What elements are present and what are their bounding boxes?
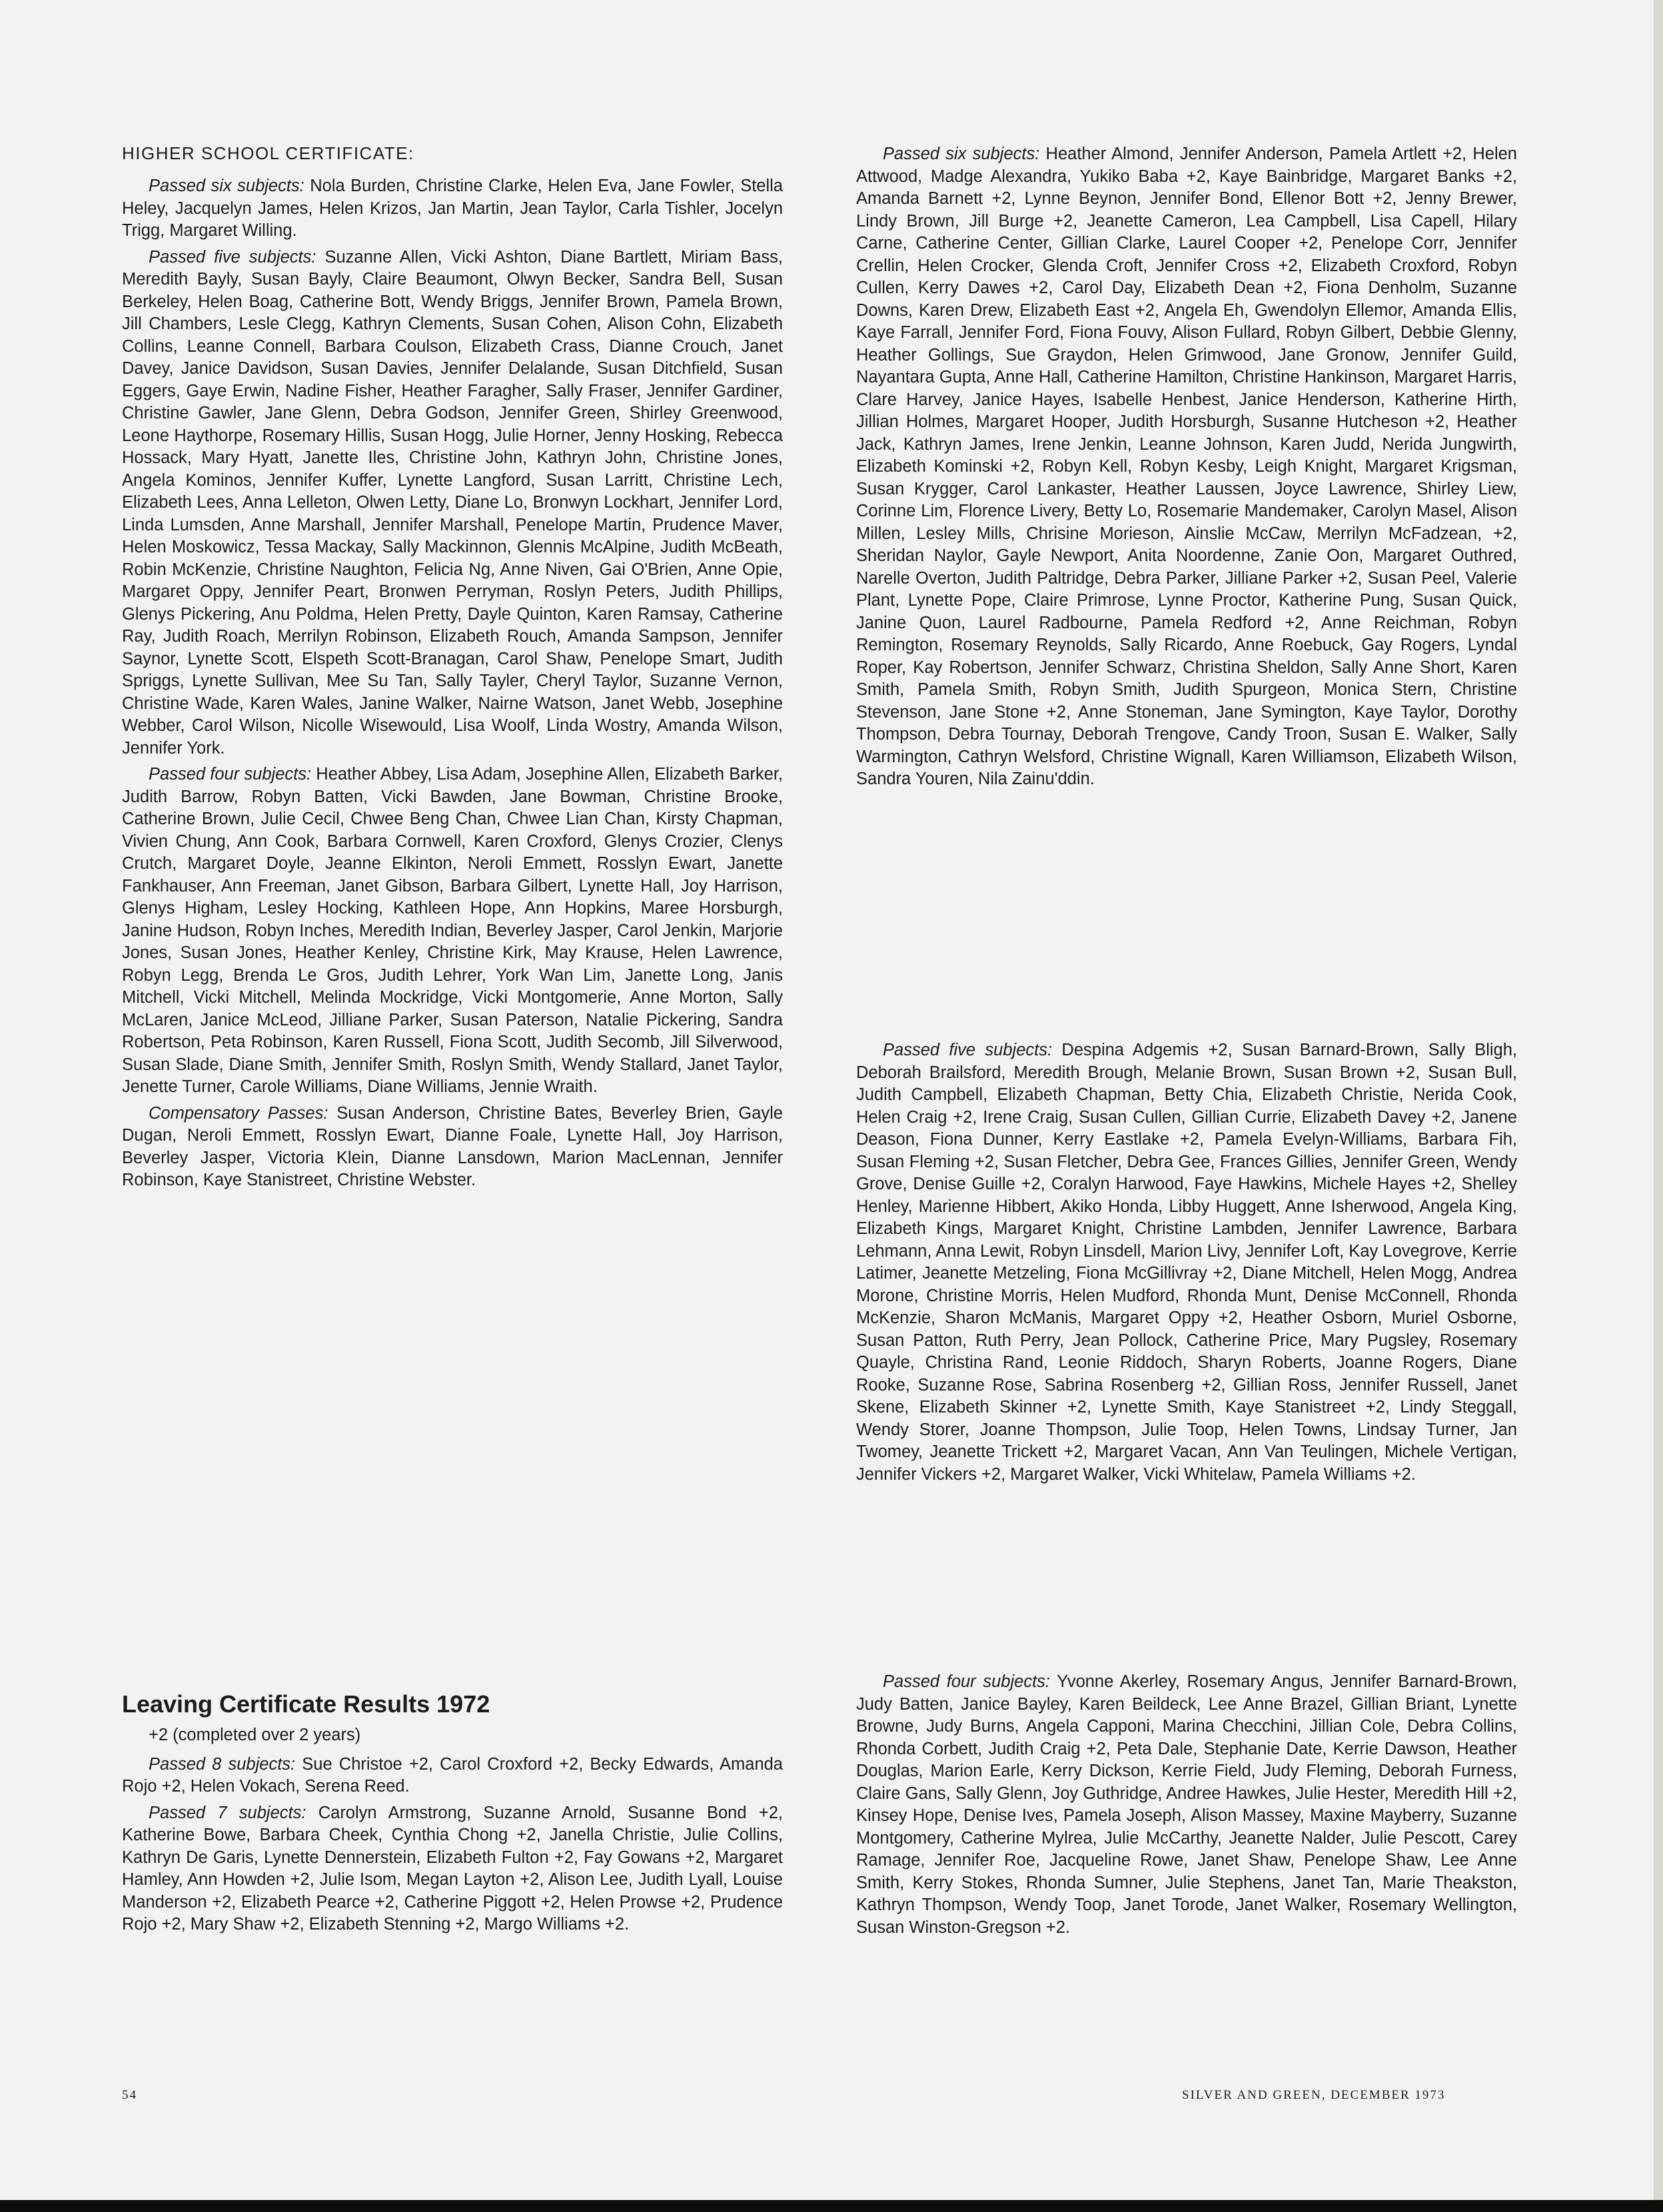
page-number: 54 xyxy=(122,2088,137,2102)
right-six-subjects xyxy=(856,143,1517,791)
hsc-comp-lead: Compensatory Passes: xyxy=(149,1103,328,1123)
right-four-subjects xyxy=(856,1671,1517,1939)
right-five-subjects xyxy=(856,1039,1517,1486)
leaving-heading: Leaving Certificate Results 1972 xyxy=(122,1690,490,1718)
right-six-lead: Passed six subjects: xyxy=(883,145,1040,163)
hsc-six-names: Nola Burden, Christine Clarke, Helen Eva, Jane Fowler, Stella Heley, Jacquelyn James, Helen Krizos, Jan Martin, Jean Taylor, Carla Tishler, Jocelyn Trigg, Margaret Willing. xyxy=(122,177,783,240)
right-six-names: Heather Almond, Jennifer Anderson, Pamela Artlett +2, Helen Attwood, Madge Alexandra, Yukiko Baba +2, Kaye Bainbridge, Margaret Banks +2, Amanda Barnett +2, Lynne Beynon, Jennifer Bond, Ellenor Bott +2, Jenny Brewer, Lindy Brown, Jill Burge +2, Jeanette Cameron, Lea Campbell, Lisa Capell, Hilary Carne, Catherine Center, Gillian Clarke, Laurel Cooper +2, Penelope Corr, Jennifer Crellin, Helen Crocker, Glenda Croft, Jennifer Cross +2, Elizabeth Croxford, Robyn Cullen, Kerry Dawes +2, Carol Day, Elizabeth Dean +2, Fiona Denholm, Suzanne Downs, Karen Drew, Elizabeth East +2, Angela Eh, Gwendolyn Ellemor, Amanda Ellis, Kaye Farrall, Jennifer Ford, Fiona Fouvy, Alison Fullard, Robyn Gilbert, Debbie Glenny, Heather Gollings, Sue Graydon, Helen Grimwood, Jane Gronow, Jennifer Guild, Nayantara Gupta, Anne Hall, Catherine Hamilton, Christine Hankinson, Margaret Harris, Clare Harvey, Janice Hayes, Isabelle Henbest, Janice Henderson, Katherine Hirth, Jillian Holmes, Margaret Hooper, Judith Horsburgh, Susanne Hutcheson +2, Heather Jack, Kathryn James, Irene Jenkin, Leanne Johnson, Karen Judd, Nerida Jungwirth, Elizabeth Kominski +2, Robyn Kell, Robyn Kesby, Leigh Knight, Margaret Krigsman, Susan Krygger, Carol Lankaster, Heather Laussen, Joyce Lawrence, Shirley Liew, Corinne Lim, Florence Livery, Betty Lo, Rosemarie Mandemaker, Carolyn Masel, Alison Millen, Lesley Mills, Chrisine Morieson, Ainslie McCaw, Merrilyn McFadzean, +2, Sheridan Naylor, Gayle Newport, Anita Noordenne, Zanie Oon, Margaret Outhred, Narelle Overton, Judith Paltridge, Debra Parker, Jilliane Parker +2, Susan Peel, Valerie Plant, Lynette Pope, Claire Primrose, Lynne Proctor, Katherine Pung, Susan Quick, Janine Quon, Laurel Radbourne, Pamela Redford +2, Anne Reichman, Robyn Remington, Rosemary Reynolds, Sally Ricardo, Anne Roebuck, Gay Rogers, Lyndal Roper, Kay Robertson, Jennifer Schwarz, Christina Sheldon, Sally Anne Short, Karen Smith, Pamela Smith, Robyn Smith, Judith Spurgeon, Monica Stern, Christine Stevenson, Jane Stone +2, Anne Stoneman, Jane Symington, Kaye Taylor, Dorothy Thompson, Debra Tournay, Deborah Trengove, Candy Troon, Susan E. Walker, Sally Warmington, Cathryn Welsford, Christine Wignall, Karen Williamson, Elizabeth Wilson, Sandra Youren, Nila Zainu'ddin. xyxy=(856,145,1517,788)
page-edge xyxy=(1654,0,1663,2212)
leaving-note: +2 (completed over 2 years) xyxy=(149,1726,361,1744)
right-five-names: Despina Adgemis +2, Susan Barnard-Brown, Sally Bligh, Deborah Brailsford, Meredith Brough, Melanie Brown, Susan Brown +2, Susan Bull, Judith Campbell, Elizabeth Chapman, Betty Chia, Elizabeth Christie, Nerida Cook, Helen Craig +2, Irene Craig, Susan Cullen, Gillian Currie, Elizabeth Davey +2, Janene Deason, Fiona Dunner, Kerry Eastlake +2, Pamela Evelyn-Williams, Barbara Fih, Susan Fleming +2, Susan Fletcher, Debra Gee, Frances Gillies, Jennifer Green, Wendy Grove, Denise Guille +2, Coralyn Harwood, Faye Hawkins, Michele Hayes +2, Shelley Henley, Marienne Hibbert, Akiko Honda, Libby Huggett, Anne Isherwood, Angela King, Elizabeth Kings, Margaret Knight, Christine Lambden, Jennifer Lawrence, Barbara Lehmann, Anna Lewit, Robyn Linsdell, Marion Livy, Jennifer Loft, Kay Lovegrove, Kerrie Latimer, Jeanette Metzeling, Fiona McGillivray +2, Diane Mitchell, Helen Mogg, Andrea Morone, Christine Morris, Helen Mudford, Rhonda Munt, Denise McConnell, Rhonda McKenzie, Sharon McManis, Margaret Oppy +2, Heather Osborn, Muriel Osborne, Susan Patton, Ruth Perry, Jean Pollock, Catherine Price, Mary Pugsley, Rosemary Quayle, Christina Rand, Leonie Riddoch, Sharyn Roberts, Joanne Rogers, Diane Rooke, Suzanne Rose, Sabrina Rosenberg +2, Gillian Ross, Jennifer Russell, Janet Skene, Elizabeth Skinner +2, Lynette Smith, Kaye Stanistreet +2, Lindy Steggall, Wendy Storer, Joanne Thompson, Julie Toop, Helen Towns, Lindsay Turner, Jan Twomey, Jeanette Trickett +2, Margaret Vacan, Ann Van Teulingen, Michele Vertigan, Jennifer Vickers +2, Margaret Walker, Vicki Whitelaw, Pamela Williams +2. xyxy=(856,1041,1517,1484)
leaving-eight-subjects xyxy=(122,1754,783,1798)
hsc-six-lead: Passed six subjects: xyxy=(149,177,304,195)
hsc-four-names: Heather Abbey, Lisa Adam, Josephine Allen, Elizabeth Barker, Judith Barrow, Robyn Batten, Vicki Bawden, Jane Bowman, Christine Brooke, Catherine Brown, Julie Cecil, Chwee Beng Chan, Chwee Lian Chan, Kirsty Chapman, Vivien Chung, Ann Cook, Barbara Cornwell, Karen Croxford, Glenys Crozier, Clenys Crutch, Margaret Doyle, Jeanne Elkinton, Neroli Emmett, Rosslyn Ewart, Janette Fankhauser, Ann Freeman, Janet Gibson, Barbara Gilbert, Lynette Hall, Joy Harrison, Glenys Higham, Lesley Hocking, Kathleen Hope, Ann Hopkins, Maree Horsburgh, Janine Hudson, Robyn Inches, Meredith Indian, Beverley Jasper, Carol Jenkin, Marjorie Jones, Susan Jones, Heather Kenley, Christine Kirk, May Krause, Helen Lawrence, Robyn Legg, Brenda Le Gros, Judith Lehrer, York Wan Lim, Janette Long, Janis Mitchell, Vicki Mitchell, Melinda Mockridge, Vicki Montgomerie, Anne Morton, Sally McLaren, Janice McLeod, Jilliane Parker, Susan Paterson, Natalie Pickering, Sandra Robertson, Peta Robinson, Karen Russell, Fiona Scott, Judith Secomb, Jill Silverwood, Susan Slade, Diane Smith, Jennifer Smith, Roslyn Smith, Wendy Stallard, Janet Taylor, Jenette Turner, Carole Williams, Diane Williams, Jennie Wraith. xyxy=(122,765,783,1096)
hsc-five-subjects xyxy=(122,247,783,760)
leaving-seven-subjects xyxy=(122,1802,783,1936)
hsc-four-lead: Passed four subjects: xyxy=(149,765,312,784)
hsc-six-subjects xyxy=(122,175,783,243)
scan-bottom-edge xyxy=(0,2200,1663,2212)
right-six-section xyxy=(856,143,1517,795)
running-title: SILVER AND GREEN, DECEMBER 1973 xyxy=(1182,2088,1446,2102)
right-four-names: Yvonne Akerley, Rosemary Angus, Jennifer Barnard-Brown, Judy Batten, Janice Bayley, Karen Beildeck, Lee Anne Brazel, Gillian Briant, Lynette Browne, Judy Burns, Angela Capponi, Marina Checchini, Jillian Cole, Debra Collins, Rhonda Corbett, Judith Craig +2, Peta Dale, Stephanie Date, Kerrie Dawson, Heather Douglas, Marion Earle, Kerry Dickson, Kerrie Field, Judy Fleming, Deborah Furness, Claire Gans, Sally Glenn, Joy Guthridge, Andree Hawkes, Julie Hester, Meredith Hill +2, Kinsey Hope, Denise Ives, Pamela Joseph, Alison Massey, Maxine Mayberry, Suzanne Montgomery, Catherine Mylrea, Julie McCarthy, Jeanette Nalder, Julie Pescott, Carey Ramage, Jennifer Roe, Jacqueline Rowe, Janet Shaw, Penelope Shaw, Lee Anne Smith, Kerry Stokes, Rhonda Sumner, Julie Stephens, Janet Tan, Marie Theakston, Kathryn Thompson, Wendy Toop, Janet Torode, Janet Walker, Rosemary Wellington, Susan Winston-Gregson +2. xyxy=(856,1672,1517,1937)
hsc-five-names: Suzanne Allen, Vicki Ashton, Diane Bartlett, Miriam Bass, Meredith Bayly, Susan Bayly, Claire Beaumont, Olwyn Becker, Sandra Bell, Susan Berkeley, Helen Boag, Catherine Bott, Wendy Briggs, Jennifer Brown, Pamela Brown, Jill Chambers, Lesle Clegg, Kathryn Clements, Susan Cohen, Alison Cohn, Elizabeth Collins, Leanne Connell, Barbara Coulson, Elizabeth Crass, Dianne Crouch, Janet Davey, Janice Davidson, Susan Davies, Jennifer Delalande, Susan Ditchfield, Susan Eggers, Gaye Erwin, Nadine Fisher, Heather Faragher, Sally Fraser, Jennifer Gardiner, Christine Gawler, Jane Glenn, Debra Godson, Jennifer Green, Shirley Greenwood, Leone Haythorpe, Rosemary Hillis, Susan Hogg, Julie Horner, Jenny Hosking, Rebecca Hossack, Mary Hyatt, Janette Iles, Christine John, Kathryn John, Christine Jones, Angela Kominos, Jennifer Kuffer, Lynette Langford, Susan Larritt, Christine Lech, Elizabeth Lees, Anna Lelleton, Olwen Letty, Diane Lo, Bronwyn Lockhart, Jennifer Lord, Linda Lumsden, Anne Marshall, Jennifer Marshall, Penelope Martin, Prudence Maver, Helen Moskowicz, Tessa Mackay, Sally Mackinnon, Glennis McAlpine, Judith McBeath, Robin McKenzie, Christine Naughton, Felicia Ng, Anne Niven, Gai O'Brien, Anne Opie, Margaret Oppy, Jennifer Peart, Bronwen Perryman, Roslyn Peters, Judith Phillips, Glenys Pickering, Anu Poldma, Helen Pretty, Dayle Quinton, Karen Ramsay, Catherine Ray, Judith Roach, Merrilyn Robinson, Elizabeth Rouch, Amanda Sampson, Jennifer Saynor, Lynette Scott, Elspeth Scott-Branagan, Carol Shaw, Penelope Smart, Judith Spriggs, Lynette Sullivan, Mee Su Tan, Sally Tayler, Cheryl Taylor, Suzanne Vernon, Christine Wade, Karen Wales, Janine Walker, Nairne Watson, Janet Webb, Josephine Webber, Carol Wilson, Nicolle Wisewould, Lisa Woolf, Linda Wostry, Amanda Wilson, Jennifer York. xyxy=(122,247,783,758)
hsc-heading: HIGHER SCHOOL CERTIFICATE: xyxy=(122,143,414,163)
leaving-seven-lead: Passed 7 subjects: xyxy=(149,1803,306,1822)
hsc-compensatory xyxy=(122,1103,783,1192)
hsc-four-subjects xyxy=(122,764,783,1099)
leaving-seven-names: Carolyn Armstrong, Suzanne Arnold, Susanne Bond +2, Katherine Bowe, Barbara Cheek, Cynthia Chong +2, Janella Christie, Julie Collins, Kathryn De Garis, Lynette Dennerstein, Elizabeth Fulton +2, Fay Gowans +2, Margaret Hamley, Ann Howden +2, Julie Isom, Megan Layton +2, Alison Lee, Judith Lyall, Louise Manderson +2, Elizabeth Pearce +2, Catherine Piggott +2, Helen Prowse +2, Prudence Rojo +2, Mary Shaw +2, Elizabeth Stenning +2, Margo Williams +2. xyxy=(122,1803,783,1934)
right-five-section xyxy=(856,1039,1517,1490)
leaving-eight-names: Sue Christoe +2, Carol Croxford +2, Becky Edwards, Amanda Rojo +2, Helen Vokach, Serena Reed. xyxy=(122,1754,783,1796)
hsc-five-lead: Passed five subjects: xyxy=(149,247,316,267)
leaving-certificate-section xyxy=(122,1691,783,1940)
hsc-section xyxy=(122,143,783,1196)
right-four-lead: Passed four subjects: xyxy=(883,1672,1050,1691)
hsc-comp-names: Susan Anderson, Christine Bates, Beverley Brien, Gayle Dugan, Neroli Emmett, Rosslyn Ewart, Dianne Foale, Lynette Hall, Joy Harrison, Beverley Jasper, Victoria Klein, Dianne Lansdown, Marion MacLennan, Jennifer Robinson, Kaye Stanistreet, Christine Webster. xyxy=(122,1103,783,1189)
leaving-eight-lead: Passed 8 subjects: xyxy=(149,1754,296,1774)
right-four-section xyxy=(856,1671,1517,1943)
right-five-lead: Passed five subjects: xyxy=(883,1041,1053,1059)
